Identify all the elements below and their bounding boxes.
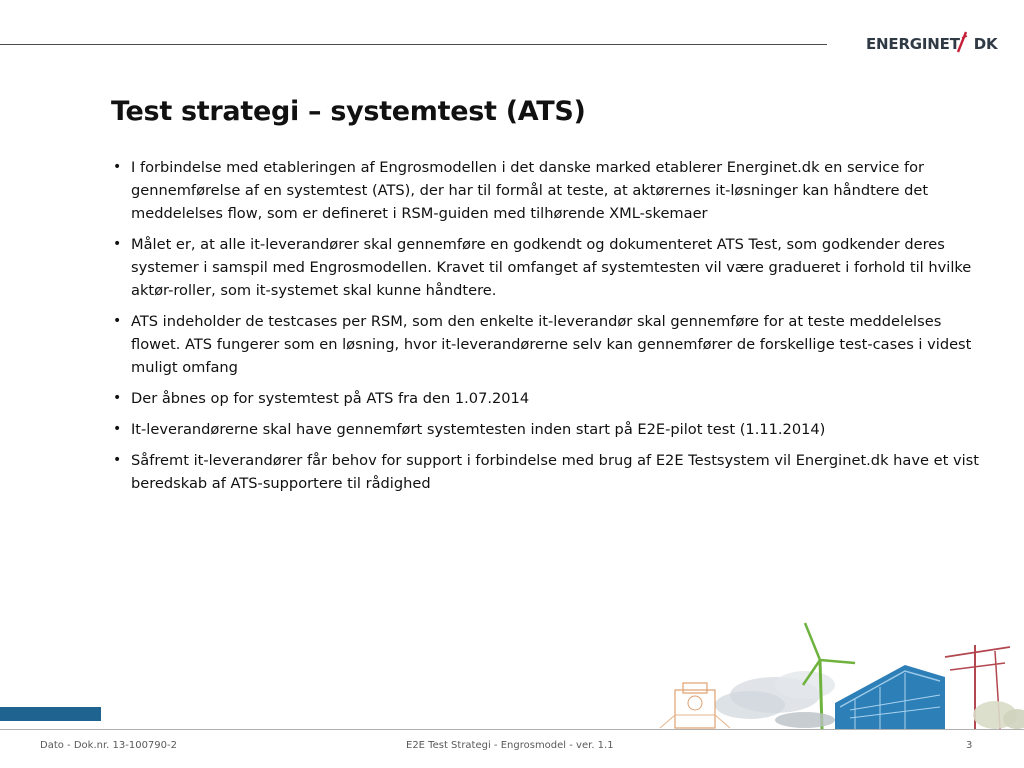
bullet-text: ATS indeholder de testcases per RSM, som den enkelte it-leverandør skal gennemføre for at teste meddelelses flowet. ATS fungerer som en løsning, hvor it-leverandørerne selv kan gennemfører de forskellige test-cases i videst muligt omfang bbox=[131, 313, 972, 376]
bullet-dot-icon: • bbox=[113, 452, 122, 468]
bullet-list bbox=[113, 156, 983, 503]
bullet-text: It-leverandørerne skal have gennemført systemtesten inden start på E2E-pilot test (1.11.2014) bbox=[131, 421, 826, 438]
footer-presentation-title: E2E Test Strategi - Engrosmodel - ver. 1.1 bbox=[406, 740, 614, 751]
bullet-text: Såfremt it-leverandører får behov for support i forbindelse med brug af E2E Testsystem vil Energinet.dk have et vist beredskab af ATS-supportere til rådighed bbox=[131, 452, 979, 492]
bullet-dot-icon: • bbox=[113, 159, 122, 175]
bullet-dot-icon: • bbox=[113, 421, 122, 437]
bullet-text: Der åbnes op for systemtest på ATS fra den 1.07.2014 bbox=[131, 390, 530, 407]
slide-title: Test strategi – systemtest (ATS) bbox=[111, 96, 586, 127]
bullet-item bbox=[113, 449, 983, 495]
bullet-dot-icon: • bbox=[113, 313, 122, 329]
bullet-text: I forbindelse med etableringen af Engrosmodellen i det danske marked etablerer Energinet.dk en service for gennemførelse af en systemtest (ATS), der har til formål at teste, at aktørernes it-løsninger kan håndtere det meddelelses flow, som er defineret i RSM-guiden med tilhørende XML-skemaer bbox=[131, 159, 929, 222]
energy-landscape-illustration bbox=[655, 615, 1024, 729]
logo-text-energinet: ENERGINET bbox=[866, 35, 960, 53]
bullet-item bbox=[113, 156, 983, 225]
bullet-item bbox=[113, 310, 983, 379]
header-rule bbox=[0, 44, 827, 45]
footer-rule bbox=[0, 729, 1024, 730]
bullet-item bbox=[113, 387, 983, 410]
bullet-dot-icon: • bbox=[113, 390, 122, 406]
bullet-text: Målet er, at alle it-leverandører skal gennemføre en godkendt og dokumenteret ATS Test, som godkender deres systemer i samspil med Engrosmodellen. Kravet til omfanget af systemtesten vil være gradueret i forhold til hvilke aktør-roller, som it-systemet skal kunne håndtere. bbox=[131, 236, 972, 299]
bullet-item bbox=[113, 233, 983, 302]
bullet-dot-icon: • bbox=[113, 236, 122, 252]
footer-accent-bar bbox=[0, 707, 101, 721]
bullet-item bbox=[113, 418, 983, 441]
energinet-logo bbox=[866, 28, 998, 58]
logo-text-dk: DK bbox=[973, 35, 998, 53]
logo-slash-icon bbox=[866, 28, 990, 58]
footer-document-info: Dato - Dok.nr. 13-100790-2 bbox=[40, 740, 177, 751]
footer-page-number: 3 bbox=[966, 740, 973, 751]
